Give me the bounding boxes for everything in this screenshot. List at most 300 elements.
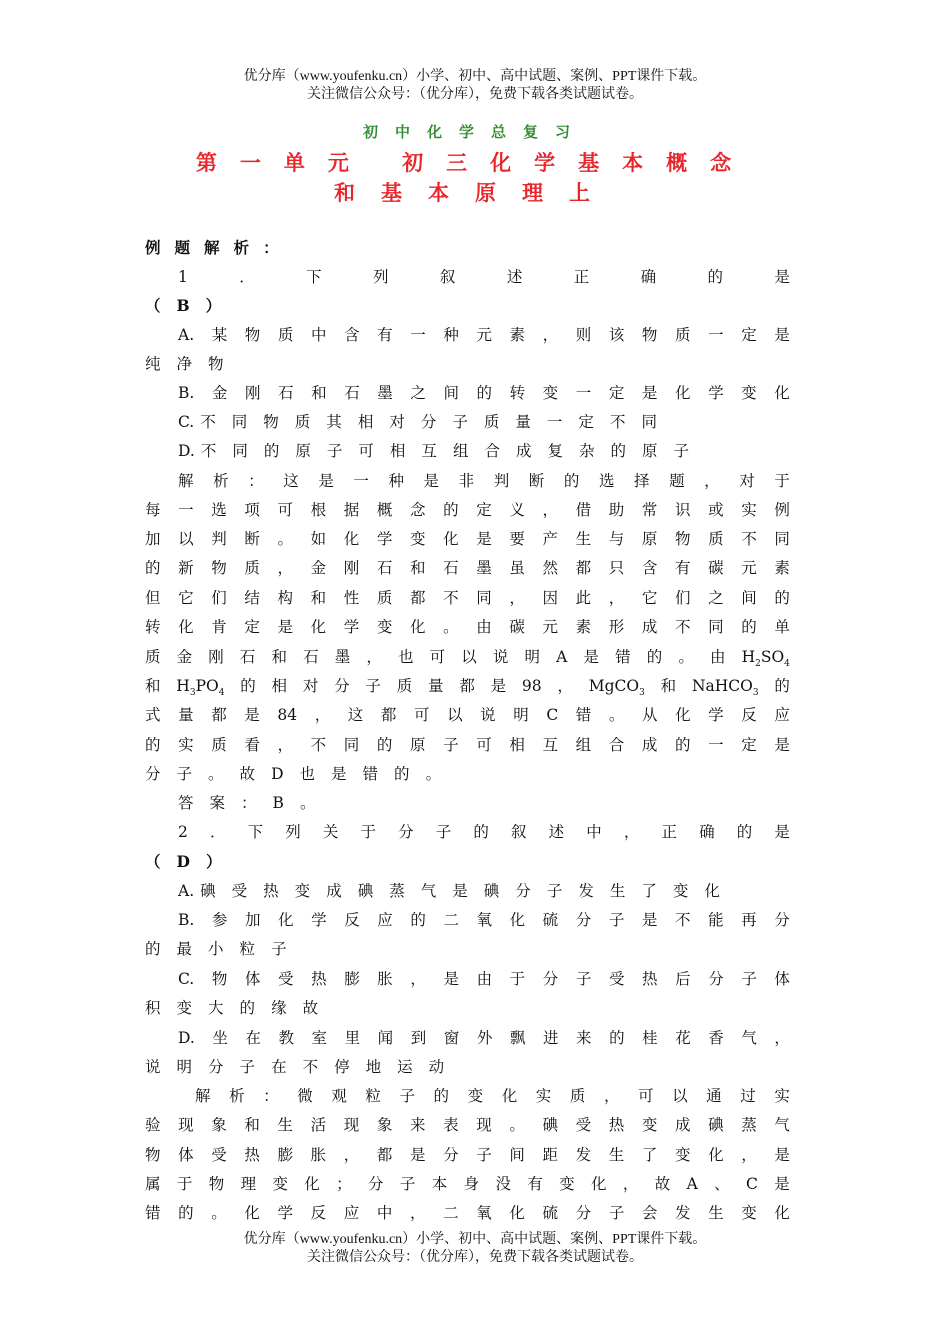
text-glyph: 体 <box>178 1146 194 1164</box>
text-glyph: 质 <box>294 413 311 431</box>
text-glyph: 子 <box>546 882 563 900</box>
text-glyph: 变 <box>559 1175 575 1193</box>
text-glyph: 断 <box>244 530 260 548</box>
text-glyph: 窗 <box>443 1029 460 1047</box>
text-glyph: ． <box>209 823 226 841</box>
text-glyph: 构 <box>277 589 294 607</box>
text-glyph: 质 <box>145 648 161 666</box>
text-glyph: 活 <box>310 1116 327 1134</box>
text-glyph: 析 <box>229 1087 245 1105</box>
text-glyph: 墨 <box>334 648 351 666</box>
text-glyph: 外 <box>476 1029 493 1047</box>
q1-analysis-line <box>145 527 790 551</box>
text-glyph: 选 <box>598 472 615 490</box>
text-glyph: 念 <box>410 501 426 519</box>
text-glyph: 识 <box>675 501 691 519</box>
text-glyph: 蒸 <box>389 882 405 900</box>
text-glyph: 素 <box>774 559 790 577</box>
text-glyph: 生 <box>575 530 592 548</box>
text-glyph: 化 <box>501 1087 518 1105</box>
text-glyph: 象 <box>376 1116 393 1134</box>
text-glyph: 变 <box>272 1175 288 1193</box>
text-glyph: 同 <box>641 413 657 431</box>
text-glyph: 。 <box>211 1204 227 1222</box>
text-glyph: 素 <box>575 618 592 636</box>
text-glyph: 分 <box>774 911 790 929</box>
text-glyph: 分 <box>208 1058 224 1076</box>
text-glyph: 物 <box>244 326 261 344</box>
text-glyph: 产 <box>542 530 559 548</box>
text-glyph: 则 <box>575 326 592 344</box>
text-glyph: 受 <box>278 970 294 988</box>
text-glyph: 变 <box>467 1087 484 1105</box>
text-glyph: 是 <box>490 677 507 695</box>
text-glyph: 关 <box>322 823 339 841</box>
text-glyph: 与 <box>608 530 625 548</box>
text-glyph: 不 <box>675 618 691 636</box>
text-glyph: 化 <box>675 706 691 724</box>
text-glyph: 石 <box>376 559 393 577</box>
text-glyph: 化 <box>674 384 691 402</box>
text-glyph: 的 <box>145 736 161 754</box>
text-glyph: 组 <box>575 736 592 754</box>
text-glyph: 结 <box>244 589 260 607</box>
text-glyph: 化 <box>509 1204 525 1222</box>
text-glyph: 化 <box>178 618 194 636</box>
text-glyph: 同 <box>231 413 248 431</box>
text-glyph: 子 <box>271 940 287 958</box>
text-glyph: 述 <box>506 268 523 286</box>
text-glyph: 借 <box>575 501 592 519</box>
text-glyph: 受 <box>575 1116 592 1134</box>
text-glyph: 们 <box>211 589 227 607</box>
text-glyph: 生 <box>708 1204 724 1222</box>
text-glyph: 如 <box>310 530 327 548</box>
text-glyph: 可 <box>429 648 446 666</box>
text-glyph: 香 <box>708 1029 724 1047</box>
text-glyph: 的 <box>145 940 161 958</box>
text-glyph: 缘 <box>271 999 287 1017</box>
text-glyph: 量 <box>178 706 194 724</box>
text-glyph: 互 <box>542 736 559 754</box>
text-glyph: 坐 <box>212 1029 228 1047</box>
text-glyph: 一 <box>575 384 592 402</box>
text-glyph: 新 <box>178 559 194 577</box>
text-glyph: 学 <box>708 384 724 402</box>
header-line-2: 关注微信公众号：（优分库），免费下载各类试题试卷。 <box>307 87 643 102</box>
text-glyph: 积 <box>145 999 161 1017</box>
text-glyph: 变 <box>542 384 559 402</box>
text-glyph: 生 <box>277 1116 294 1134</box>
text-glyph: 刚 <box>343 559 360 577</box>
text-glyph: 受 <box>211 1146 227 1164</box>
text-glyph: 子 <box>399 1175 416 1193</box>
text-glyph: 闻 <box>377 1029 394 1047</box>
text-glyph: 发 <box>575 1146 592 1164</box>
text-glyph: 是 <box>452 882 468 900</box>
text-glyph: 的 <box>736 823 753 841</box>
q1-analysis-line <box>145 498 790 522</box>
text-glyph: 叙 <box>510 823 527 841</box>
text-glyph: 答 <box>178 794 194 812</box>
text-glyph: 子 <box>435 823 452 841</box>
text-glyph: 石 <box>239 648 256 666</box>
text-glyph: 原 <box>295 442 311 460</box>
text-glyph: 分 <box>708 970 724 988</box>
text-glyph: 金 <box>310 559 327 577</box>
text-glyph: 变 <box>294 882 311 900</box>
text-glyph: B. <box>178 384 195 402</box>
text-glyph: 通 <box>706 1087 722 1105</box>
text-glyph: 中 <box>586 823 602 841</box>
q1-option-c <box>178 410 790 434</box>
text-glyph: 在 <box>271 1058 287 1076</box>
text-glyph: 是 <box>774 268 790 286</box>
text-glyph: 是 <box>774 326 790 344</box>
text-glyph: 净 <box>176 355 193 373</box>
text-glyph: 相 <box>357 413 374 431</box>
text-glyph: 定 <box>608 384 625 402</box>
text-glyph: 量 <box>515 413 531 431</box>
text-glyph: C <box>546 706 559 724</box>
text-glyph: 微 <box>297 1087 313 1105</box>
text-glyph: 气 <box>774 1116 790 1134</box>
text-glyph: B. <box>178 911 195 929</box>
q2-option-a <box>178 879 790 903</box>
text-glyph: 室 <box>311 1029 328 1047</box>
text-glyph: 量 <box>428 677 444 695</box>
text-glyph: 停 <box>334 1058 350 1076</box>
text-glyph: 的 <box>239 999 256 1017</box>
text-glyph: 每 <box>145 501 161 519</box>
text-glyph: 学 <box>343 618 360 636</box>
text-glyph: 胀 <box>310 1146 327 1164</box>
q2-analysis-line <box>145 1113 790 1137</box>
text-glyph: 要 <box>509 530 525 548</box>
text-glyph: 以 <box>672 1087 688 1105</box>
text-glyph: 和 <box>145 677 161 695</box>
text-glyph: 概 <box>376 501 393 519</box>
text-glyph: 只 <box>608 559 625 577</box>
text-glyph: 反 <box>741 706 757 724</box>
doc-subtitle: 初中化学总复习 <box>362 123 587 141</box>
text-glyph: 元 <box>476 326 492 344</box>
q2-option-b-cont <box>145 937 790 961</box>
doc-title-line-2: 和基本原理上 <box>334 180 616 205</box>
text-glyph: 以 <box>447 706 463 724</box>
text-glyph: 气 <box>420 882 437 900</box>
text-glyph: 故 <box>302 999 319 1017</box>
text-glyph: 石 <box>303 648 319 666</box>
text-glyph: 化 <box>704 882 720 900</box>
text-glyph: 间 <box>509 1146 525 1164</box>
text-glyph: 都 <box>575 559 592 577</box>
text-glyph: 的 <box>609 1029 625 1047</box>
text-glyph: 中 <box>376 1204 393 1222</box>
q1-option-a-cont <box>145 352 790 376</box>
text-glyph: 化 <box>443 530 459 548</box>
text-glyph: 2 <box>178 823 188 841</box>
text-glyph: 同 <box>232 442 248 460</box>
text-glyph: 身 <box>463 1175 480 1193</box>
text-glyph: 不 <box>302 1058 319 1076</box>
page-header <box>0 68 950 104</box>
text-glyph: 石 <box>443 559 459 577</box>
text-glyph: 蒸 <box>741 1116 757 1134</box>
text-glyph: 墨 <box>476 559 492 577</box>
text-glyph: 生 <box>608 1146 625 1164</box>
text-glyph: 。 <box>299 794 316 812</box>
text-glyph: 或 <box>708 501 724 519</box>
text-glyph: 分 <box>368 1175 384 1193</box>
text-glyph: 根 <box>310 501 327 519</box>
text-glyph: 金 <box>211 384 228 402</box>
text-glyph: 化 <box>591 1175 607 1193</box>
text-glyph: 和 <box>244 1116 260 1134</box>
text-glyph: 含 <box>641 559 658 577</box>
text-glyph: 会 <box>641 1204 658 1222</box>
text-glyph: 成 <box>641 618 658 636</box>
text-glyph: 分 <box>420 413 437 431</box>
text-glyph: 同 <box>708 618 724 636</box>
text-glyph: 种 <box>388 472 404 490</box>
text-glyph: 例 <box>774 501 790 519</box>
text-glyph: 常 <box>641 501 658 519</box>
text-glyph: 析 <box>213 472 229 490</box>
text-glyph: 体 <box>774 970 790 988</box>
text-glyph: 化 <box>410 618 426 636</box>
text-glyph: C. <box>178 970 195 988</box>
text-glyph: 的 <box>675 736 691 754</box>
text-glyph: 一 <box>353 472 369 490</box>
text-glyph: 实 <box>178 736 194 754</box>
text-glyph: ， <box>366 648 382 666</box>
text-glyph: 都 <box>211 706 227 724</box>
text-glyph: 是 <box>331 765 347 783</box>
text-glyph: 之 <box>708 589 724 607</box>
text-glyph: 原 <box>642 442 658 460</box>
text-glyph: 化 <box>304 1175 320 1193</box>
text-glyph: 素 <box>509 326 526 344</box>
text-glyph: 一 <box>178 501 194 519</box>
text-glyph: 错 <box>575 706 592 724</box>
text-glyph: 择 <box>634 472 650 490</box>
text-glyph: 题 <box>174 238 191 257</box>
text-glyph: 的 <box>145 559 161 577</box>
text-glyph: 了 <box>641 1146 658 1164</box>
text-glyph: 可 <box>476 736 492 754</box>
text-glyph: ， <box>542 326 559 344</box>
text-glyph: A. <box>178 326 195 344</box>
text-glyph: （ <box>145 852 161 871</box>
text-glyph: ： <box>263 238 279 257</box>
text-glyph: 解 <box>178 472 194 490</box>
text-glyph: 成 <box>675 1116 691 1134</box>
text-glyph: 可 <box>638 1087 654 1105</box>
text-glyph: 是 <box>774 823 790 841</box>
text-glyph: ， <box>343 1146 360 1164</box>
text-glyph: 子 <box>365 677 381 695</box>
text-glyph: 据 <box>343 501 360 519</box>
text-glyph: 式 <box>145 706 161 724</box>
text-glyph: 同 <box>343 736 360 754</box>
text-glyph: 断 <box>528 472 545 490</box>
text-glyph: 。 <box>277 530 294 548</box>
text-glyph: 某 <box>211 326 228 344</box>
text-glyph: 虽 <box>509 559 525 577</box>
text-glyph: 分 <box>334 677 350 695</box>
text-glyph: 可 <box>277 501 294 519</box>
text-glyph: ： <box>241 794 257 812</box>
text-glyph: 分 <box>542 970 559 988</box>
text-glyph: 以 <box>461 648 477 666</box>
text-glyph: 生 <box>609 882 626 900</box>
text-glyph: C. <box>178 413 195 431</box>
text-glyph: 质 <box>396 677 413 695</box>
text-glyph: 变 <box>176 999 193 1017</box>
text-glyph: 列 <box>285 823 301 841</box>
text-glyph: 子 <box>452 413 468 431</box>
text-glyph: 碳 <box>509 618 525 636</box>
text-glyph: 碘 <box>542 1116 559 1134</box>
text-glyph: 能 <box>708 911 724 929</box>
text-glyph: 分 <box>575 1204 592 1222</box>
text-glyph: ， <box>608 589 625 607</box>
text-glyph: 热 <box>608 1116 625 1134</box>
text-glyph: 性 <box>343 589 360 607</box>
text-glyph: 热 <box>311 970 327 988</box>
text-glyph: D <box>176 852 190 871</box>
text-glyph: 化 <box>708 1146 724 1164</box>
q2-stem <box>178 820 790 844</box>
text-glyph: 质 <box>211 736 227 754</box>
text-glyph: 子 <box>575 970 592 988</box>
text-glyph: A <box>686 1175 698 1193</box>
text-glyph: 加 <box>244 911 261 929</box>
text-glyph: 理 <box>240 1175 257 1193</box>
text-glyph: 。 <box>443 618 459 636</box>
text-glyph: 形 <box>608 618 625 636</box>
text-glyph: 的 <box>610 442 627 460</box>
text-glyph: 也 <box>398 648 414 666</box>
text-glyph: 纯 <box>145 355 161 373</box>
q1-analysis-line <box>145 674 790 698</box>
text-glyph: 它 <box>178 589 194 607</box>
text-glyph: 不 <box>609 413 626 431</box>
text-glyph: 子 <box>741 970 757 988</box>
q2-analysis-line <box>145 1201 790 1225</box>
text-glyph: 是 <box>423 472 440 490</box>
text-glyph: 胀 <box>377 970 393 988</box>
text-glyph: 分 <box>575 911 592 929</box>
text-glyph: 对 <box>739 472 755 490</box>
text-glyph: 其 <box>326 413 342 431</box>
text-glyph: 杂 <box>579 442 595 460</box>
text-glyph: 应 <box>774 706 790 724</box>
text-glyph: 原 <box>410 736 426 754</box>
text-glyph: 硫 <box>542 1204 559 1222</box>
text-glyph: 成 <box>515 442 532 460</box>
text-glyph: 学 <box>311 911 327 929</box>
text-glyph: 大 <box>208 999 224 1017</box>
q1-analysis-line <box>145 586 790 610</box>
text-glyph: 变 <box>741 384 757 402</box>
text-glyph: 不 <box>674 911 691 929</box>
text-glyph: 例 <box>145 238 161 257</box>
text-glyph: 在 <box>245 1029 261 1047</box>
text-glyph: 分 <box>398 823 414 841</box>
text-glyph: 物 <box>641 326 658 344</box>
text-glyph: 现 <box>343 1116 360 1134</box>
page-footer <box>0 1231 950 1267</box>
text-glyph: 述 <box>548 823 565 841</box>
text-glyph: 子 <box>608 1204 625 1222</box>
text-glyph: 学 <box>708 706 724 724</box>
text-glyph: 观 <box>331 1087 347 1105</box>
text-glyph: A <box>556 648 568 666</box>
text-glyph: 的 <box>394 765 410 783</box>
text-glyph: 表 <box>443 1116 459 1134</box>
text-glyph: 是 <box>277 618 294 636</box>
text-glyph: 象 <box>211 1116 227 1134</box>
text-glyph: ， <box>410 970 426 988</box>
text-glyph: 明 <box>176 1058 193 1076</box>
text-glyph: 的 <box>476 384 493 402</box>
text-glyph: 是 <box>641 384 658 402</box>
text-glyph: 明 <box>513 706 529 724</box>
text-glyph: $H_3PO_4$ <box>176 677 225 699</box>
text-glyph: 化 <box>244 1204 260 1222</box>
q2-option-d-cont <box>145 1055 790 1079</box>
text-glyph: 到 <box>410 1029 427 1047</box>
text-glyph: 对 <box>302 677 319 695</box>
text-glyph: 。 <box>509 1116 525 1134</box>
text-glyph: 题 <box>669 472 685 490</box>
text-glyph: 碘 <box>483 882 500 900</box>
text-glyph: 们 <box>675 589 691 607</box>
text-glyph: 学 <box>277 1204 294 1222</box>
text-glyph: 的 <box>646 648 663 666</box>
text-glyph: 地 <box>365 1058 382 1076</box>
text-glyph: 不 <box>310 736 327 754</box>
text-glyph: ， <box>623 823 640 841</box>
text-glyph: 是 <box>774 1146 790 1164</box>
text-glyph: 也 <box>299 765 316 783</box>
text-glyph: ， <box>314 706 331 724</box>
text-glyph: 由 <box>476 618 492 636</box>
q1-option-b <box>178 381 790 405</box>
text-glyph: 叙 <box>439 268 456 286</box>
text-glyph: B <box>272 794 284 812</box>
text-glyph: 都 <box>376 1146 393 1164</box>
text-glyph: 有 <box>527 1175 543 1193</box>
text-glyph: 后 <box>675 970 691 988</box>
q2-option-d <box>178 1026 790 1050</box>
text-glyph: 看 <box>244 736 260 754</box>
text-glyph: 1 <box>178 268 188 286</box>
text-glyph: ） <box>205 296 222 315</box>
text-glyph: 明 <box>524 648 541 666</box>
text-glyph: D. <box>178 1029 195 1047</box>
text-glyph: 说 <box>480 706 496 724</box>
text-glyph: 刚 <box>244 384 261 402</box>
text-glyph: 化 <box>509 911 526 929</box>
text-glyph: 质 <box>675 326 691 344</box>
text-glyph: 实 <box>535 1087 552 1105</box>
text-glyph: 膨 <box>344 970 360 988</box>
text-glyph: 教 <box>278 1029 294 1047</box>
q1-analysis-line <box>145 733 790 757</box>
